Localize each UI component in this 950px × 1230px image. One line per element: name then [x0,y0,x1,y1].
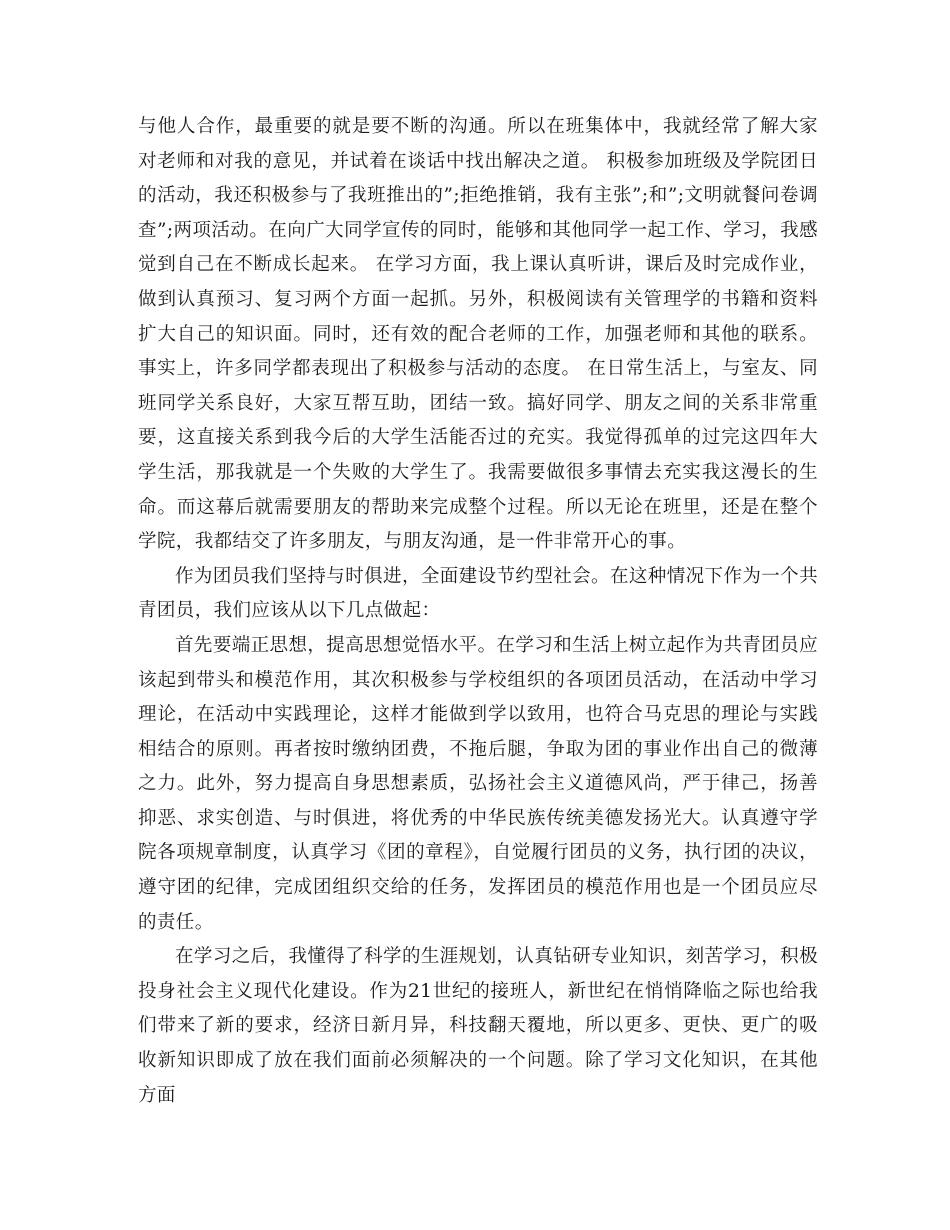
paragraph-1: 与他人合作，最重要的就是要不断的沟通。所以在班集体中，我就经常了解大家对老师和对我的意见，并试着在谈话中找出解决之道。 积极参加班级及学院团日的活动，我还积极参与了我班推出的”;拒绝推销，我有主张”;和”;文明就餐问卷调查”;两项活动。在向广大同学宣传的同时，能够和其他同学一起工作、学习，我感觉到自己在不断成长起来。 在学习方面，我上课认真听讲，课后及时完成作业，做到认真预习、复习两个方面一起抓。另外，积极阅读有关管理学的书籍和资料扩大自己的知识面。同时，还有效的配合老师的工作，加强老师和其他的联系。事实上，许多同学都表现出了积极参与活动的态度。 在日常生活上，与室友、同班同学关系良好，大家互帮互助，团结一致。搞好同学、朋友之间的关系非常重要，这直接关系到我今后的大学生活能否过的充实。我觉得孤单的过完这四年大学生活，那我就是一个失败的大学生了。我需要做很多事情去充实我这漫长的生命。而这幕后就需要朋友的帮助来完成整个过程。所以无论在班里，还是在整个学院，我都结交了许多朋友，与朋友沟通，是一件非常开心的事。 [138,116,818,553]
paragraph-2: 作为团员我们坚持与时俱进，全面建设节约型社会。在这种情况下作为一个共青团员，我们应该从以下几点做起： [138,565,818,622]
paragraph-3: 首先要端正思想，提高思想觉悟水平。在学习和生活上树立起作为共青团员应该起到带头和模范作用，其次积极参与学校组织的各项团员活动，在活动中学习理论，在活动中实践理论，这样才能做到学以致用，也符合马克思的理论与实践相结合的原则。再者按时缴纳团费，不拖后腿，争取为团的事业作出自己的微薄之力。此外，努力提高自身思想素质，弘扬社会主义道德风尚，严于律己，扬善抑恶、求实创造、与时俱进，将优秀的中华民族传统美德发扬光大。认真遵守学院各项规章制度，认真学习《团的章程》，自觉履行团员的义务，执行团的决议，遵守团的纪律，完成团组织交给的任务，发挥团员的模范作用也是一个团员应尽的责任。 [138,634,818,933]
paragraph-4: 在学习之后，我懂得了科学的生涯规划，认真钻研专业知识，刻苦学习，积极投身社会主义现代化建设。作为21世纪的接班人，新世纪在悄悄降临之际也给我们带来了新的要求，经济日新月异，科技翻天覆地，所以更多、更快、更广的吸收新知识即成了放在我们面前必须解决的一个问题。除了学习文化知识，在其他方面 [138,946,818,1106]
document-body [138,110,818,1113]
